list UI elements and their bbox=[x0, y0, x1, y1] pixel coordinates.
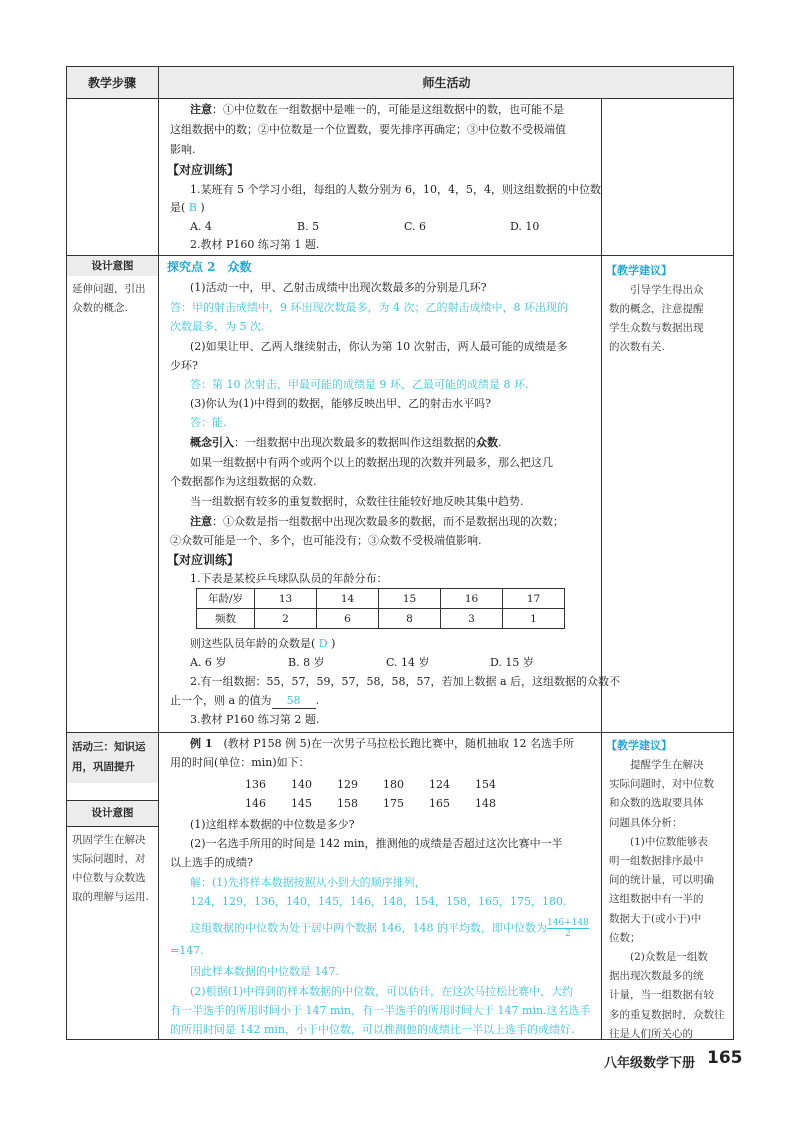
column-divider bbox=[158, 66, 159, 1040]
practice-2-question-1-ask: 则这些队员年龄的众数是( D ) bbox=[190, 637, 336, 650]
data-row-1: 136 140 129 180 124 154 bbox=[245, 778, 496, 791]
teaching-suggestion-title-2: 【教学建议】 bbox=[606, 739, 672, 752]
side-column-divider bbox=[601, 98, 602, 1040]
teaching-suggestion-title-1: 【教学建议】 bbox=[606, 264, 672, 277]
concept-para-2: 当一组数据有较多的重复数据时，众数往往能较好地反映其集中趋势. bbox=[190, 495, 524, 508]
example-question-1: (1)这组样本数据的中位数是多少? bbox=[190, 818, 355, 831]
teaching-suggestion-text-2: 提醒学生在解决 实际问题时，对中位数 和众数的选取要具体 问题具体分析： (1)中位数能够表 明一组数据排序最中 间的统计量，可以明确 这组数据中有一半的 数据大于(或小于)中 位数； (2)众数是一组数 据出现次数最多的统 计量，当一组数据有较 多的重复数据时，众数往往是人们所关心的 bbox=[609, 759, 725, 1040]
row-divider-2 bbox=[66, 732, 734, 733]
solution-median-line1: 这组数据的中位数为处于居中两个数据 146，148 的平均数，即中位数为 $\frac{146+148}{2}$ bbox=[190, 918, 589, 939]
activity-question-2-line2: 少环? bbox=[170, 359, 198, 372]
left-cell-divider-b bbox=[66, 826, 158, 827]
concept-para-1-line1: 如果一组数据中有两个或两个以上的数据出现的次数并列最多，那么把这几 bbox=[190, 456, 553, 469]
practice-heading-1: 【对应训练】 bbox=[167, 163, 240, 177]
option-b: B. 5 bbox=[297, 220, 320, 233]
practice-2-question-2-line2: 止一个，则 a 的值为 58 . bbox=[170, 694, 320, 707]
question-1-line1: 1.某班有 5 个学习小组，每组的人数分别为 6，10，4，5，4，则这组数据的中位数 bbox=[190, 183, 601, 196]
activity-3-tag: 活动三：知识运 用，巩固提升 bbox=[67, 733, 158, 783]
row-divider-1 bbox=[66, 255, 734, 256]
practice-2-question-2-line1: 2.有一组数据：55，57，59，57，58，58，57，若加上数据 a 后，这组数据的众数不 bbox=[190, 675, 621, 688]
example-question-2-line2: 以上选手的成绩? bbox=[170, 856, 253, 869]
answer-1-line1: 答：甲的射击成绩中，9 环出现次数最多，为 4 次；乙的射击成绩中，8 环出现的 bbox=[170, 301, 568, 314]
table-header-cell: 频数 bbox=[197, 609, 255, 629]
question-1-line2: 是( B ) bbox=[170, 201, 205, 214]
table-border-top bbox=[66, 66, 734, 67]
example-1-line2: 用的时间(单位：min)如下： bbox=[170, 756, 310, 769]
table-cell: 17 bbox=[503, 589, 565, 609]
example-1-line1: 例 1 (教材 P158 例 5)在一次男子马拉松长跑比赛中，随机抽取 12 名选手所 bbox=[190, 737, 574, 750]
table-cell: 8 bbox=[379, 609, 441, 629]
age-option-a: A. 6 岁 bbox=[190, 656, 227, 669]
age-frequency-table bbox=[196, 588, 565, 629]
header-divider bbox=[66, 98, 734, 99]
table-cell: 16 bbox=[441, 589, 503, 609]
note-mode-line2: ②众数可能是一个、多个，也可能没有；③众数不受极端值影响. bbox=[170, 534, 482, 547]
table-row bbox=[197, 589, 565, 609]
activity-question-3: (3)你认为(1)中得到的数据，能够反映出甲、乙的射击水平吗? bbox=[190, 397, 492, 410]
activity-question-1: (1)活动一中，甲、乙射击成绩中出现次数最多的分别是几环? bbox=[190, 281, 487, 294]
answer-2: 答：第 10 次射击，甲最可能的成绩是 9 环，乙最可能的成绩是 8 环. bbox=[190, 378, 529, 391]
answer-1-line2: 次数最多，为 5 次. bbox=[170, 320, 265, 333]
table-cell: 1 bbox=[503, 609, 565, 629]
note-mode-line1: 注意：①众数是指一组数据中出现次数最多的数据，而不是数据出现的次数； bbox=[190, 515, 564, 528]
solution-sorted-data: 124，129，136，140，145，146，148，154，158，165，175，180. bbox=[190, 895, 567, 908]
table-cell: 14 bbox=[317, 589, 379, 609]
header-cell-activity: 师生活动 bbox=[159, 66, 734, 98]
book-title: 八年级数学下册 bbox=[604, 1056, 696, 1071]
table-cell: 6 bbox=[317, 609, 379, 629]
age-option-b: B. 8 岁 bbox=[288, 656, 325, 669]
solution-2-line2: 有一半选手的所用时间小于 147 min，有一半选手的所用时间大于 147 min.这名选手 bbox=[170, 1004, 591, 1017]
design-intent-text-1: 延伸问题，引出 众数的概念. bbox=[72, 283, 146, 314]
option-c: C. 6 bbox=[404, 220, 427, 233]
textbook-exercise-2: 3.教材 P160 练习第 2 题. bbox=[190, 713, 320, 726]
option-d: D. 10 bbox=[510, 220, 540, 233]
practice-heading-2: 【对应训练】 bbox=[167, 553, 240, 567]
note-median-line2: 这组数据中的数；②中位数是一个位置数，要先排序再确定；③中位数不受极端值 bbox=[170, 123, 566, 136]
solution-conclusion: 因此样本数据的中位数是 147. bbox=[190, 965, 339, 978]
data-row-2: 146 145 158 175 165 148 bbox=[245, 797, 496, 810]
table-cell: 13 bbox=[255, 589, 317, 609]
table-border-left bbox=[66, 66, 67, 1040]
header-cell-steps: 教学步骤 bbox=[66, 66, 158, 98]
textbook-exercise-1: 2.教材 P160 练习第 1 题. bbox=[190, 238, 320, 251]
table-cell: 3 bbox=[441, 609, 503, 629]
page-number: 165 bbox=[707, 1048, 743, 1068]
age-option-d: D. 15 岁 bbox=[490, 656, 534, 669]
concept-intro: 概念引入：一组数据中出现次数最多的数据叫作这组数据的众数. bbox=[190, 436, 502, 449]
table-border-right bbox=[733, 66, 734, 1040]
solution-median-line2: =147. bbox=[170, 944, 204, 957]
note-median-line1: 注意：①中位数在一组数据中是唯一的，可能是这组数据中的数，也可能不是 bbox=[190, 103, 564, 116]
example-question-2-line1: (2)一名选手所用的时间是 142 min，推测他的成绩是否超过这次比赛中一半 bbox=[190, 837, 563, 850]
table-row bbox=[197, 609, 565, 629]
teaching-suggestion-text-1: 引导学生得出众 数的概念，注意提醒 学生众数与数据出现 的次数有关. bbox=[609, 284, 704, 353]
table-header-cell: 年龄/岁 bbox=[197, 589, 255, 609]
age-option-c: C. 14 岁 bbox=[386, 656, 430, 669]
table-cell: 2 bbox=[255, 609, 317, 629]
option-a: A. 4 bbox=[190, 220, 212, 233]
explore-point-2-title: 探究点 2 众数 bbox=[167, 260, 252, 274]
design-intent-tag-2: 设计意图 bbox=[67, 801, 158, 826]
activity-question-2-line1: (2)如果让甲、乙两人继续射击，你认为第 10 次射击，两人最可能的成绩是多 bbox=[190, 340, 568, 353]
answer-3: 答：能. bbox=[190, 416, 227, 429]
fraction: $\frac{146+148}{2}$ bbox=[546, 918, 589, 939]
practice-2-question-1: 1.下表是某校乒乓球队队员的年龄分布： bbox=[190, 572, 388, 585]
table-cell: 15 bbox=[379, 589, 441, 609]
solution-2-line3: 的所用时间是 142 min，小于中位数，可以推测他的成绩比一半以上选手的成绩好. bbox=[170, 1023, 575, 1036]
solution-2-line1: (2)根据(1)中得到的样本数据的中位数，可以估计，在这次马拉松比赛中，大约 bbox=[190, 985, 574, 998]
concept-para-1-line2: 个数据都作为这组数据的众数. bbox=[170, 475, 317, 488]
design-intent-text-2: 巩固学生在解决 实际问题时，对 中位数与众数选 取的理解与运用. bbox=[72, 834, 149, 903]
solution-line1: 解：(1)先将样本数据按照从小到大的顺序排列， bbox=[190, 876, 426, 889]
design-intent-tag-1: 设计意图 bbox=[67, 256, 158, 276]
note-median-line3: 影响. bbox=[170, 143, 196, 156]
